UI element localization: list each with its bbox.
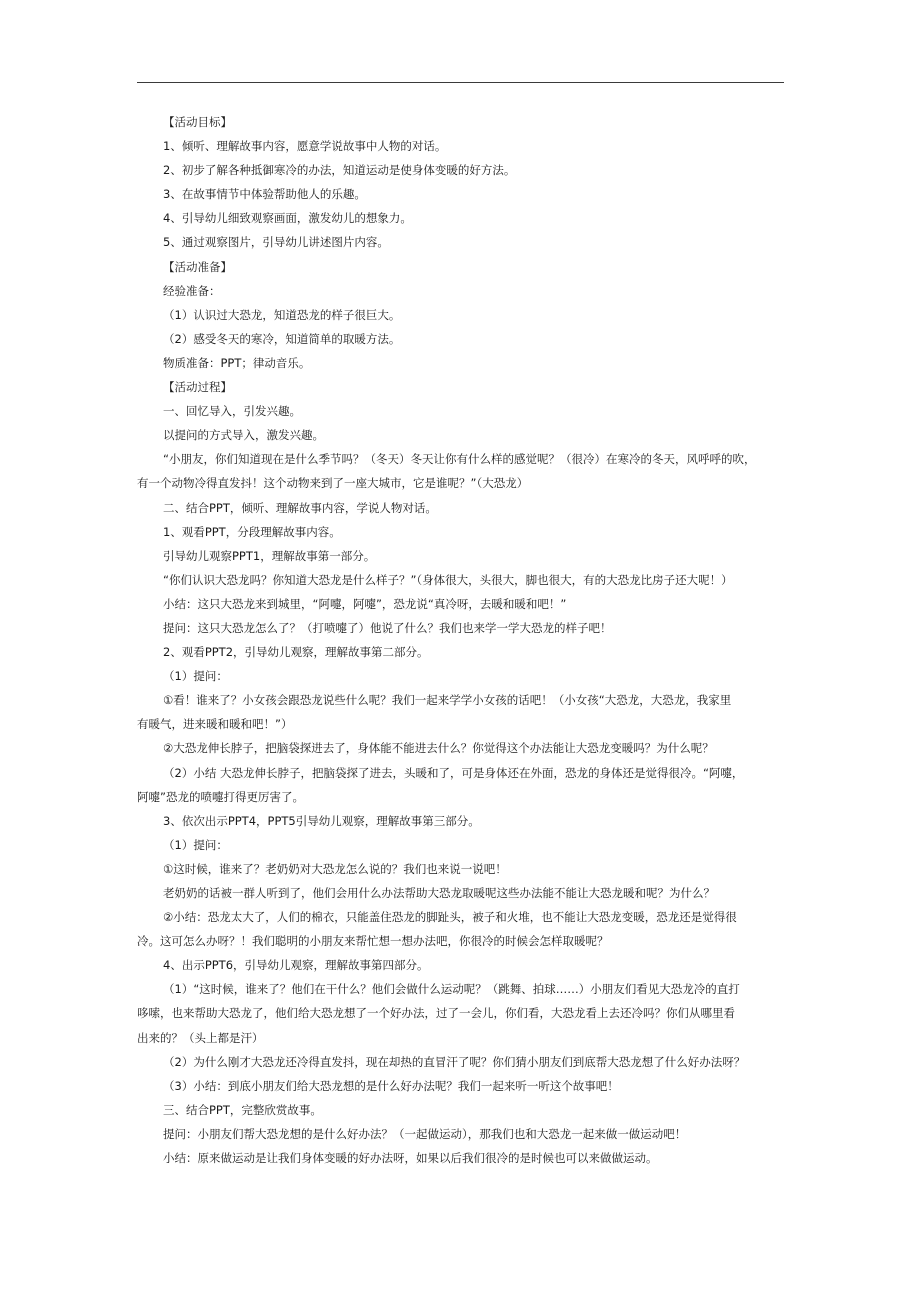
document-body — [137, 110, 784, 1170]
paragraph-line: “小朋友，你们知道现在是什么季节吗？（冬天）冬天让你有什么样的感觉呢？（很冷）在寒冷的冬天，风呼呼的吹， — [163, 452, 756, 467]
paragraph-line: 1、观看PPT，分段理解故事内容。 — [163, 524, 341, 539]
paragraph-line: （2）小结 大恐龙伸长脖子，把脑袋探了进去，头暖和了，可是身体还在外面，恐龙的身体还是觉得很冷。“阿嚏， — [163, 765, 744, 780]
paragraph-continuation-line: 冷。这可怎么办呀？！我们聪明的小朋友来帮忙想一想办法吧，你很冷的时候会怎样取暖呢？ — [137, 934, 609, 949]
paragraph-continuation-line: 阿嚏”恐龙的喷嚏打得更厉害了。 — [137, 789, 304, 804]
paragraph-line: 提问：这只大恐龙怎么了？（打喷嚏了）他说了什么？我们也来学一学大恐龙的样子吧！ — [163, 620, 612, 635]
paragraph-line: 经验准备： — [163, 283, 221, 298]
paragraph-continuation-line: 哆嗦，也来帮助大恐龙了，他们给大恐龙想了一个好办法，过了一会儿，你们看，大恐龙看上去还冷吗？你们从哪里看 — [137, 1006, 735, 1021]
paragraph-line: ①这时候，谁来了？老奶奶对大恐龙怎么说的？我们也来说一说吧！ — [163, 861, 507, 876]
paragraph-line: 小结：原来做运动是让我们身体变暖的好办法呀，如果以后我们很冷的是时候也可以来做做运动。 — [163, 1151, 658, 1166]
paragraph-line: （3）小结：到底小朋友们给大恐龙想的是什么好办法呢？我们一起来听一听这个故事吧！ — [163, 1078, 619, 1093]
paragraph-line: 物质准备：PPT；律动音乐。 — [163, 355, 311, 370]
paragraph-line: 二、结合PPT，倾听、理解故事内容，学说人物对话。 — [163, 500, 437, 515]
paragraph-line: 三、结合PPT，完整欣赏故事。 — [163, 1102, 322, 1117]
paragraph-continuation-line: 出来的？（头上都是汗） — [137, 1030, 264, 1045]
paragraph-line: ①看！谁来了？小女孩会跟恐龙说些什么呢？我们一起来学学小女孩的话吧！（小女孩“大恐龙，大恐龙，我家里 — [163, 693, 732, 708]
paragraph-line: 3、在故事情节中体验帮助他人的乐趣。 — [163, 187, 366, 202]
paragraph-line: ②小结：恐龙太大了，人们的棉衣，只能盖住恐龙的脚趾头，被子和火堆，也不能让大恐龙变暖，恐龙还是觉得很 — [163, 910, 737, 925]
paragraph-line: （1）提问： — [163, 669, 228, 684]
paragraph-line: （1）“这时候，谁来了？他们在干什么？他们会做什么运动呢？（跳舞、拍球……）小朋友们看见大恐龙冷的直打 — [163, 982, 740, 997]
paragraph-line: 1、倾听、理解故事内容，愿意学说故事中人物的对话。 — [163, 139, 447, 154]
paragraph-line: 【活动过程】 — [163, 380, 232, 395]
paragraph-line: （1）认识过大恐龙，知道恐龙的样子很巨大。 — [163, 307, 401, 322]
paragraph-line: 3、依次出示PPT4，PPT5引导幼儿观察，理解故事第三部分。 — [163, 813, 480, 828]
paragraph-line: （2）为什么刚才大恐龙还冷得直发抖，现在却热的直冒汗了呢？你们猜小朋友们到底帮大恐龙想了什么好办法呀？ — [163, 1054, 746, 1069]
paragraph-line: 4、出示PPT6，引导幼儿观察，理解故事第四部分。 — [163, 958, 429, 973]
paragraph-line: （2）感受冬天的寒冷，知道简单的取暖方法。 — [163, 331, 401, 346]
paragraph-line: 老奶奶的话被一群人听到了，他们会用什么办法帮助大恐龙取暖呢这些办法能不能让大恐龙暖和呢？为什么？ — [163, 886, 715, 900]
paragraph-continuation-line: 有暖气，进来暖和暖和吧！”） — [137, 717, 293, 732]
header-rule — [137, 82, 784, 83]
paragraph-line: 以提问的方式导入，激发兴趣。 — [163, 428, 324, 443]
paragraph-line: （1）提问： — [163, 837, 228, 852]
paragraph-line: 4、引导幼儿细致观察画面，激发幼儿的想象力。 — [163, 211, 412, 226]
paragraph-line: 5、通过观察图片，引导幼儿讲述图片内容。 — [163, 235, 389, 250]
paragraph-line: 【活动目标】 — [163, 115, 232, 129]
paragraph-line: ②大恐龙伸长脖子，把脑袋探进去了，身体能不能进去什么？你觉得这个办法能让大恐龙变暖吗？为什么呢？ — [163, 741, 714, 756]
paragraph-continuation-line: 有一个动物冷得直发抖！这个动物来到了一座大城市，它是谁呢？”（大恐龙） — [137, 476, 529, 491]
paragraph-line: 提问：小朋友们帮大恐龙想的是什么好办法？（一起做运动），那我们也和大恐龙一起来做一做运动吧！ — [163, 1126, 687, 1141]
paragraph-line: 2、初步了解各种抵御寒冷的办法，知道运动是使身体变暖的好方法。 — [163, 163, 516, 178]
paragraph-line: 小结：这只大恐龙来到城里，“阿嚏，阿嚏”，恐龙说“真冷呀，去暖和暖和吧！” — [163, 596, 567, 611]
paragraph-line: 引导幼儿观察PPT1，理解故事第一部分。 — [163, 548, 376, 563]
paragraph-line: 2、观看PPT2，引导幼儿观察，理解故事第二部分。 — [163, 645, 429, 660]
paragraph-line: “你们认识大恐龙吗？你知道大恐龙是什么样子？”（身体很大，头很大，脚也很大，有的大恐龙比房子还大呢！） — [163, 572, 733, 587]
paragraph-line: 【活动准备】 — [163, 259, 232, 274]
paragraph-line: 一、回忆导入，引发兴趣。 — [163, 404, 301, 419]
